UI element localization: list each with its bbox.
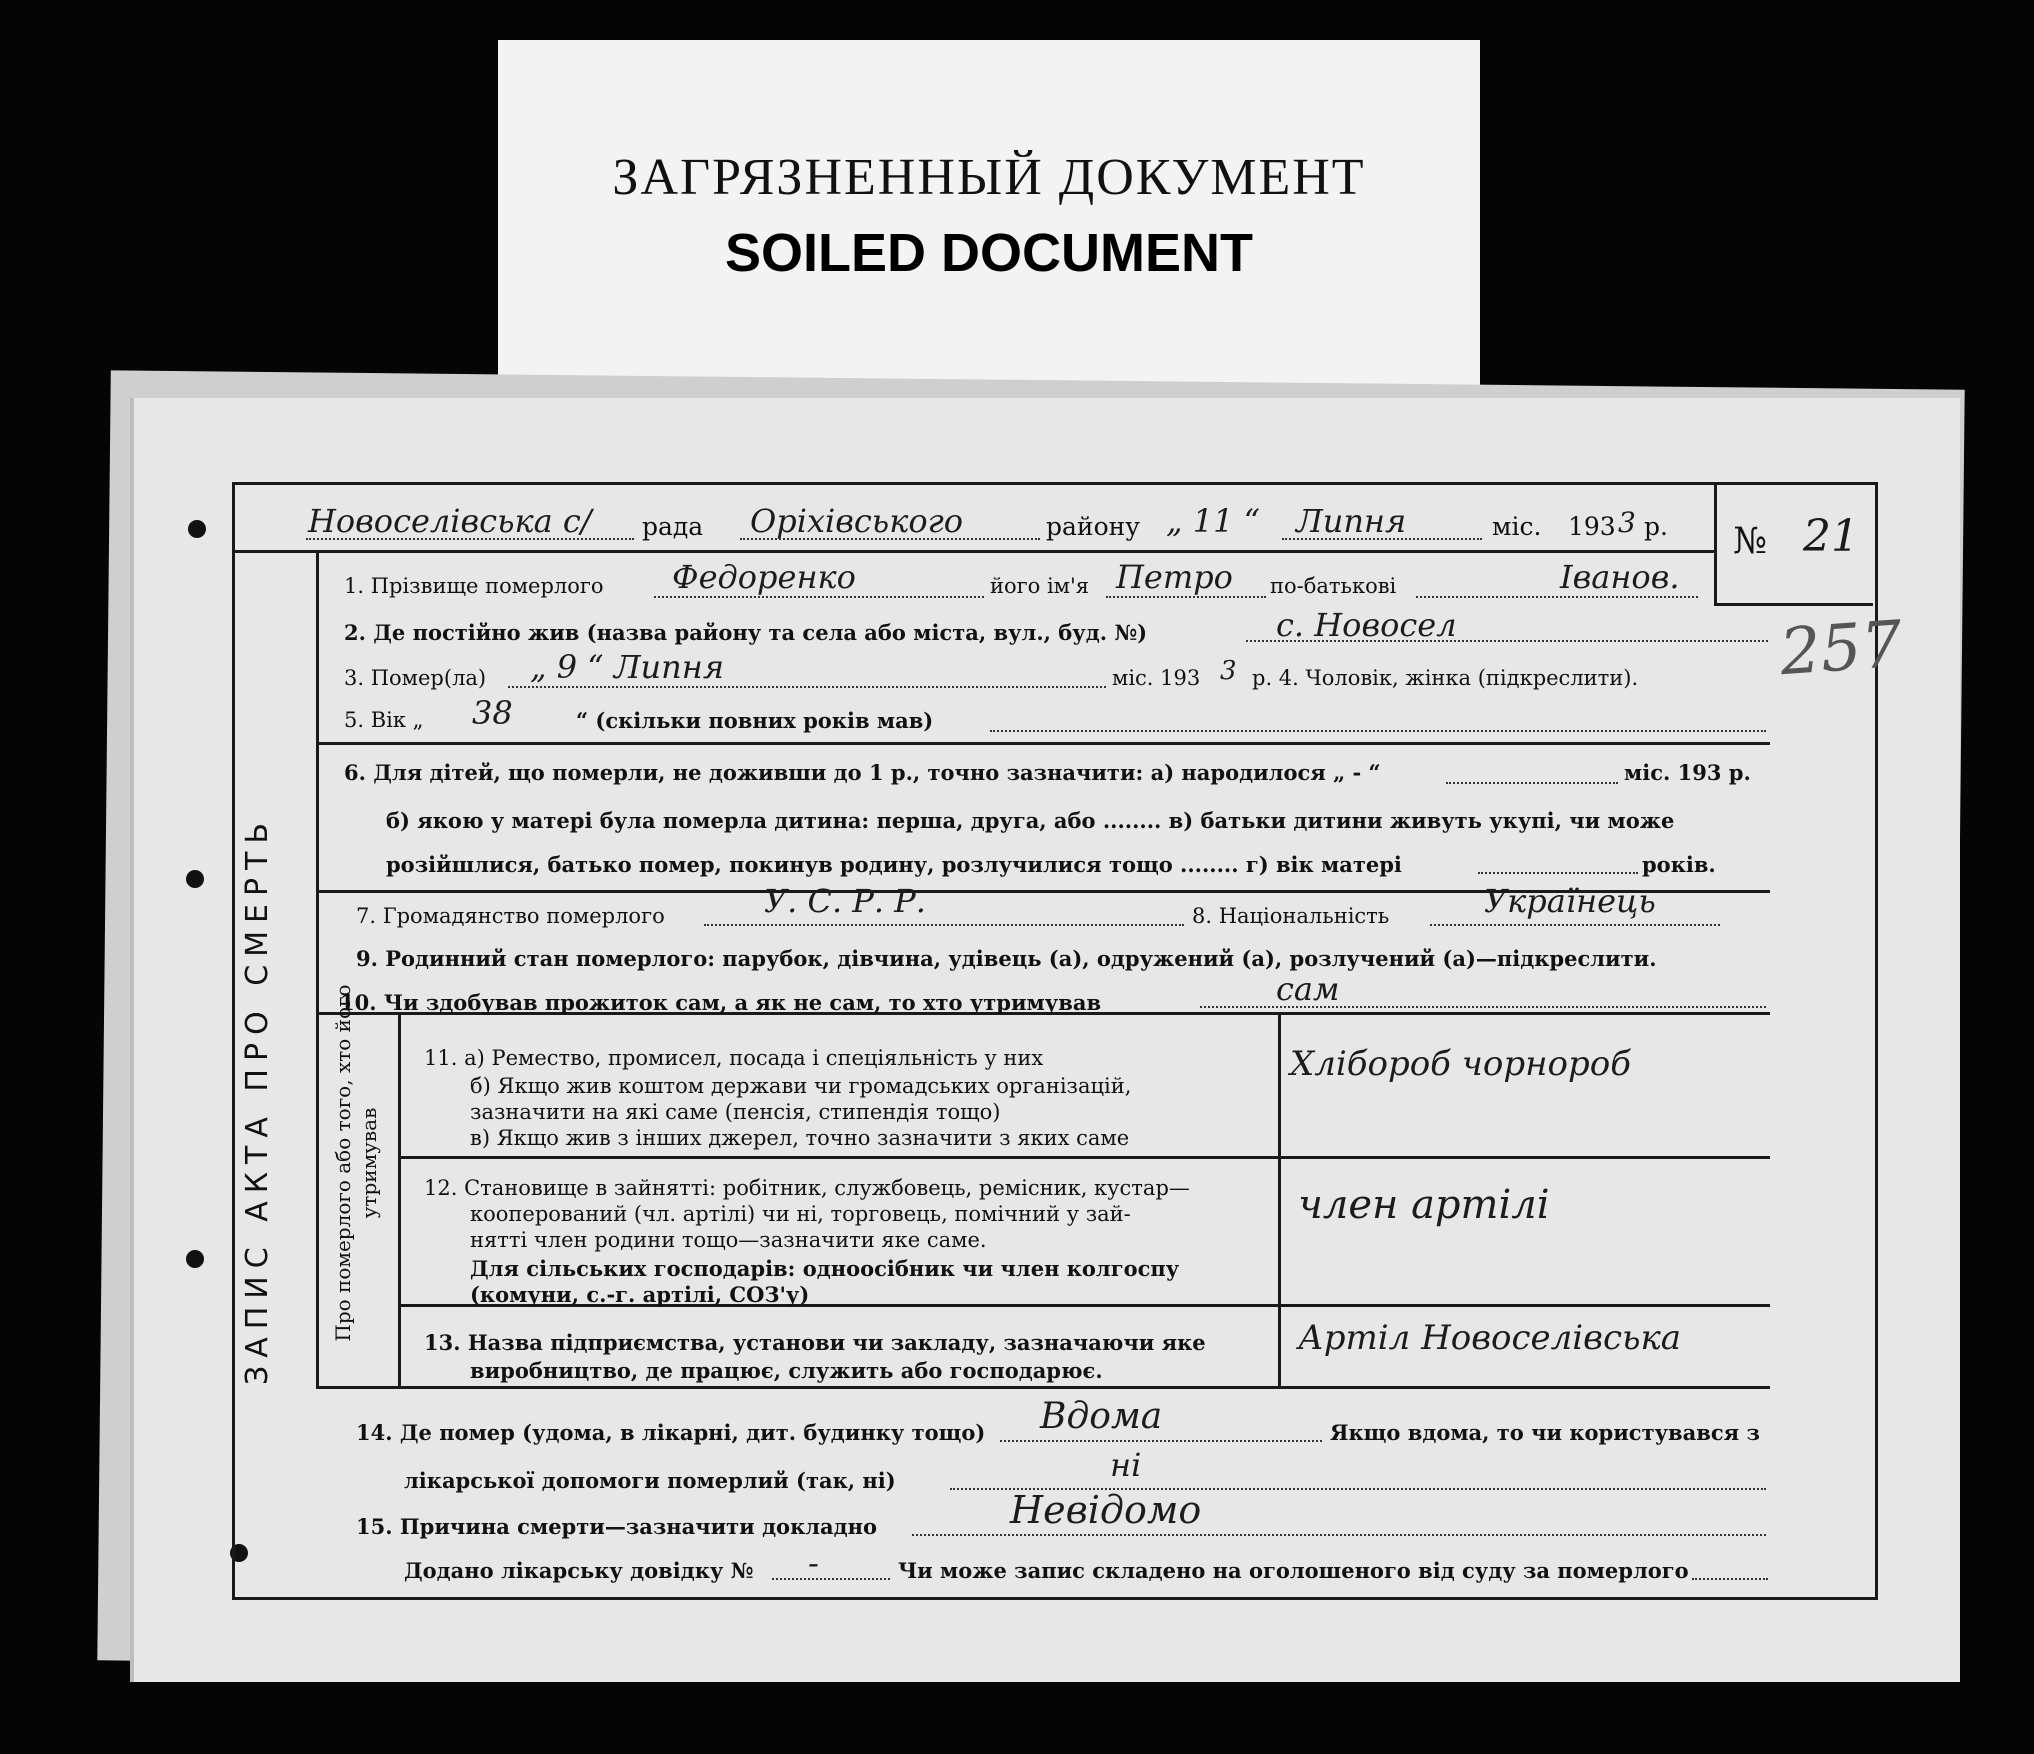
q6-line1-end: міс. 193 р.: [1624, 760, 1751, 785]
side-note: 257: [1777, 607, 1905, 691]
q14-value2: ні: [1110, 1446, 1142, 1484]
q3-rest: р. 4. Чоловік, жінка (підкреслити).: [1252, 666, 1639, 690]
council-value: Новоселівська с/: [308, 502, 592, 540]
fill-line: [1282, 538, 1482, 540]
q10-label: 10. Чи здобував прожиток сам, а як не сам, то хто утримував: [340, 990, 1102, 1015]
soiled-document-label: [498, 40, 1480, 386]
q1-patronymic-label: по-батькові: [1270, 574, 1397, 598]
number-label: №: [1733, 521, 1768, 562]
q13-value: Артіл Новоселівська: [1298, 1318, 1682, 1358]
q6-line3: розійшлися, батько помер, покинув родину, розлучилися тощо ........ г) вік матері: [386, 852, 1402, 877]
district-value: Оріхівського: [750, 502, 964, 540]
record-number-box: [1714, 485, 1873, 606]
fill-line: [990, 730, 1766, 732]
fill-line: [1416, 596, 1698, 598]
q12-line: нятті член родини тощо—зазначити яке саме.: [470, 1228, 987, 1252]
q14-rest: Якщо вдома, то чи користувався з: [1330, 1420, 1760, 1445]
q1-patronymic: Іванов.: [1560, 558, 1680, 596]
row-rule: [316, 742, 1770, 745]
q3-value: „ 9 “ Липня: [530, 648, 724, 686]
punch-hole: [188, 520, 206, 538]
q14-value: Вдома: [1040, 1396, 1163, 1437]
q15-label: 15. Причина смерти—зазначити докладно: [356, 1514, 878, 1539]
q13-line: виробництво, де працює, служить або господарює.: [470, 1358, 1103, 1383]
fill-line: [508, 686, 1106, 688]
q15-value: Невідомо: [1010, 1488, 1202, 1532]
year-suffix: р.: [1644, 512, 1668, 541]
q11-line: б) Якщо жив коштом держави чи громадських організацій,: [470, 1074, 1132, 1098]
fill-line: [1446, 782, 1618, 784]
day-value: „ 11 “: [1166, 502, 1260, 540]
q5-label: 5. Вік „: [344, 708, 424, 732]
q11-line: зазначити на які саме (пенсія, стипендія тощо): [470, 1100, 1001, 1124]
q14-label: 14. Де помер (удома, в лікарні, дит. будинку тощо): [356, 1420, 986, 1445]
q8-label: 8. Національність: [1192, 904, 1390, 928]
fill-line: [1692, 1578, 1768, 1580]
fill-line: [1246, 640, 1768, 642]
fill-line: [1478, 872, 1638, 874]
fill-line: [704, 924, 1184, 926]
q12-line: Для сільських господарів: одноосібник чи член колгоспу: [470, 1256, 1180, 1281]
q12-value: член артілі: [1298, 1182, 1550, 1228]
q1-name-label: його ім'я: [990, 574, 1090, 598]
row-rule: [398, 1156, 1770, 1159]
punch-hole: [186, 870, 204, 888]
number-value: 21: [1803, 511, 1859, 562]
q9-label: 9. Родинний стан померлого: парубок, дівчина, удівець (а), одружений (а), розлучений (а)—підкреслити.: [356, 946, 1657, 971]
q12-line: 12. Становище в зайнятті: робітник, службовець, ремісник, кустар—: [424, 1176, 1190, 1200]
q7-label: 7. Громадянство померлого: [356, 904, 665, 928]
council-label: рада: [642, 512, 704, 541]
q15-value2: -: [808, 1544, 819, 1582]
q15-line2b: Чи може запис складено на оголошеного від суду за померлого: [898, 1558, 1689, 1583]
q8-value: Українець: [1484, 882, 1656, 920]
header-rule: [232, 550, 1716, 553]
q11-line: в) Якщо жив з інших джерел, точно зазначити з яких саме: [470, 1126, 1130, 1150]
q5-value: 38: [472, 694, 513, 732]
q13-line: 13. Назва підприємства, установи чи закладу, зазначаючи яке: [424, 1330, 1206, 1355]
row-rule: [316, 1386, 1770, 1389]
fill-line: [306, 538, 634, 540]
q11-value: Хлібороб чорнороб: [1290, 1044, 1631, 1084]
q3-label: 3. Помер(ла): [344, 666, 487, 690]
q3-month-label: міс. 193: [1112, 666, 1201, 690]
answer-column-rule: [1278, 1014, 1281, 1386]
q12-line: кооперований (чл. артілі) чи ні, торговець, помічний у зай-: [470, 1202, 1131, 1226]
q6-line3-end: років.: [1642, 852, 1716, 877]
q2-label: 2. Де постійно жив (назва району та села або міста, вул., буд. №): [344, 620, 1148, 645]
q10-value: сам: [1276, 970, 1340, 1008]
fill-line: [1106, 596, 1266, 598]
fill-line: [1200, 1006, 1766, 1008]
fill-line: [772, 1578, 890, 1580]
subtitle-column-rule: [398, 1014, 401, 1386]
q1-label: 1. Прізвище померлого: [344, 574, 604, 598]
year-value: 3: [1618, 506, 1636, 539]
q14-line2: лікарської допомоги померлий (так, ні): [404, 1468, 896, 1493]
year-label: 193: [1568, 512, 1616, 541]
vertical-title: ЗАПИС АКТА ПРО СМЕРТЬ: [240, 814, 275, 1386]
q6-line2: б) якою у матері була померла дитина: перша, друга, або ........ в) батьки дитини живуть укупі, чи може: [386, 808, 1675, 833]
q15-line2a: Додано лікарську довідку №: [404, 1558, 754, 1583]
fill-line: [1000, 1440, 1322, 1442]
q11-line: 11. а) Ремество, промисел, посада і спеціяльність у них: [424, 1046, 1044, 1070]
q5-rest: “ (скільки повних років мав): [576, 708, 934, 733]
vertical-subtitle: Про померлого або того, хто його утримував: [331, 984, 381, 1342]
fill-line: [1430, 924, 1720, 926]
label-russian: ЗАГРЯЗНЕННЫЙ ДОКУМЕНТ: [612, 149, 1366, 206]
month-value: Липня: [1296, 502, 1407, 540]
fill-line: [912, 1534, 1766, 1536]
district-label: району: [1046, 512, 1140, 541]
punch-hole: [186, 1250, 204, 1268]
q7-value: У. С. Р. Р.: [764, 882, 926, 920]
label-english: SOILED DOCUMENT: [724, 223, 1253, 283]
fill-line: [654, 596, 984, 598]
month-label: міс.: [1492, 512, 1542, 541]
left-column-rule: [316, 550, 319, 1386]
q12-line: (комуни, с.-г. артілі, СОЗ'у): [470, 1282, 810, 1307]
q6-line1: 6. Для дітей, що померли, не доживши до 1 р., точно зазначити: а) народилося „ - “: [344, 760, 1381, 785]
q1-name: Петро: [1116, 558, 1233, 596]
q2-value: с. Новосел: [1276, 606, 1457, 644]
fill-line: [740, 538, 1040, 540]
q3-year-value: 3: [1220, 656, 1237, 686]
q1-surname: Федоренко: [672, 558, 856, 596]
